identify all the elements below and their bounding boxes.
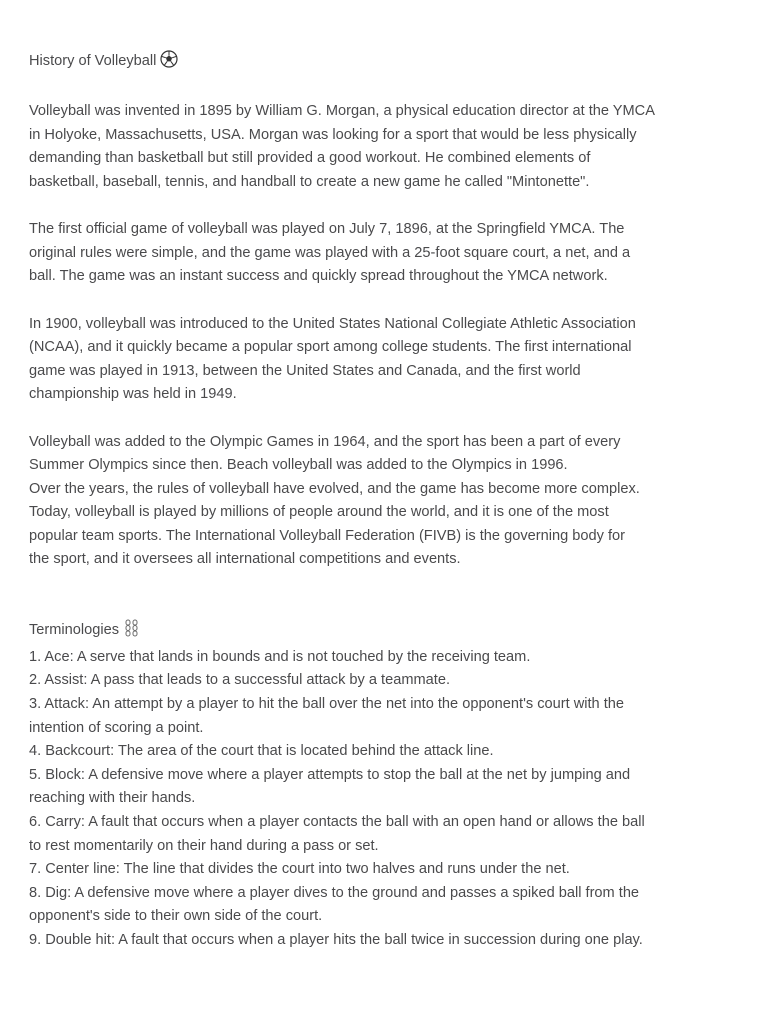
history-paragraph-1 (29, 100, 754, 194)
term-line: 7. Center line: The line that divides the court into two halves and runs under the net. (29, 861, 570, 878)
blank-line (29, 572, 754, 596)
text-line: basketball, baseball, tennis, and handball to create a new game he called "Mintonette". (29, 173, 590, 190)
text-line: Summer Olympics since then. Beach volleyball was added to the Olympics in 1996. (29, 457, 568, 474)
text-line: The first official game of volleyball was played on July 7, 1896, at the Springfield YMCA. The (29, 221, 625, 238)
history-heading (29, 50, 754, 77)
text-line: Today, volleyball is played by millions of people around the world, and it is one of the most (29, 504, 609, 521)
text-line: in Holyoke, Massachusetts, USA. Morgan was looking for a sport that would be less physically (29, 126, 637, 143)
term-line: 1. Ace: A serve that lands in bounds and is not touched by the receiving team. (29, 648, 531, 665)
history-paragraph-2 (29, 218, 754, 289)
text-line: original rules were simple, and the game was played with a 25-foot square court, a net, and a (29, 244, 631, 261)
blank-line (29, 77, 754, 101)
history-title: History of Volleyball (29, 53, 157, 69)
term-line: 6. Carry: A fault that occurs when a player contacts the ball with an open hand or allows the ball (29, 814, 645, 830)
term-line: opponent's side to their own side of the court. (29, 908, 323, 925)
term-line: 3. Attack: An attempt by a player to hit the ball over the net into the opponent's court with the (29, 696, 625, 713)
blank-line (29, 289, 754, 313)
terminologies-title: Terminologies (29, 622, 120, 639)
soccer-ball-icon (160, 50, 178, 77)
text-line: Over the years, the rules of volleyball have evolved, and the game has become more complex. (29, 480, 640, 497)
text-line: Volleyball was added to the Olympic Games in 1964, and the sport has been a part of every (29, 433, 621, 450)
text-line: In 1900, volleyball was introduced to the United States National Collegiate Athletic Association (29, 315, 636, 332)
chain-links-icon (123, 619, 141, 646)
term-line: 5. Block: A defensive move where a player attempts to stop the ball at the net by jumping and (29, 766, 631, 783)
blank-line (29, 195, 754, 219)
text-line: the sport, and it oversees all international competitions and events. (29, 551, 461, 568)
text-line: demanding than basketball but still provided a good workout. He combined elements of (29, 150, 591, 167)
blank-line (29, 596, 754, 620)
text-line: Volleyball was invented in 1895 by William G. Morgan, a physical education director at the YMCA (29, 103, 655, 120)
text-line: (NCAA), and it quickly became a popular sport among college students. The first international (29, 339, 632, 356)
term-line: to rest momentarily on their hand during a pass or set. (29, 837, 379, 854)
note-body[interactable] (29, 50, 754, 953)
term-line: reaching with their hands. (29, 790, 196, 807)
history-paragraph-3 (29, 313, 754, 407)
text-line: ball. The game was an instant success and quickly spread throughout the YMCA network. (29, 268, 608, 285)
terminologies-list (29, 646, 754, 953)
term-line: 2. Assist: A pass that leads to a successful attack by a teammate. (29, 672, 451, 689)
term-line: 4. Backcourt: The area of the court that is located behind the attack line. (29, 743, 494, 760)
text-line: championship was held in 1949. (29, 386, 237, 403)
term-line: 8. Dig: A defensive move where a player dives to the ground and passes a spiked ball from the (29, 884, 640, 901)
history-paragraph-4 (29, 431, 754, 573)
term-line: intention of scoring a point. (29, 719, 204, 736)
term-line: 9. Double hit: A fault that occurs when a player hits the ball twice in succession during one play. (29, 931, 643, 948)
blank-line (29, 407, 754, 431)
terminologies-heading (29, 619, 754, 646)
text-line: game was played in 1913, between the United States and Canada, and the first world (29, 362, 581, 379)
text-line: popular team sports. The International Volleyball Federation (FIVB) is the governing body for (29, 527, 625, 544)
